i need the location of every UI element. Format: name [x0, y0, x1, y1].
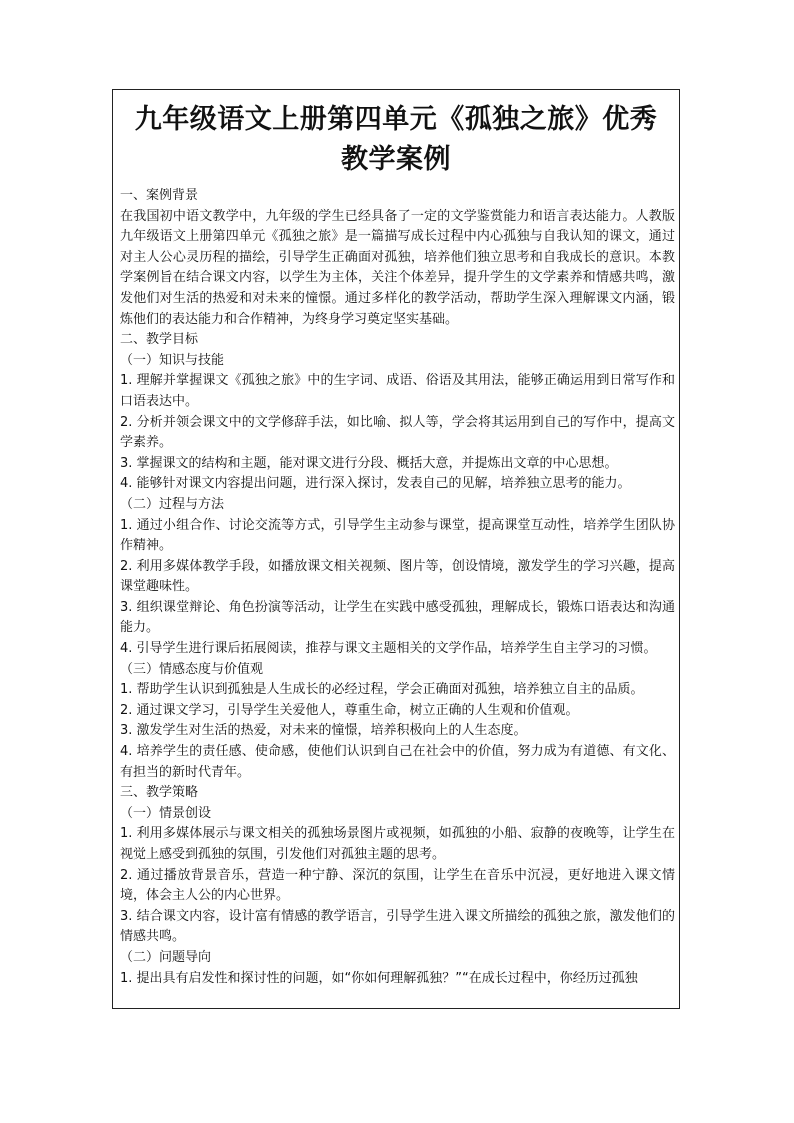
subsection-heading: （一）知识与技能	[120, 352, 225, 368]
section-heading: 一、案例背景	[120, 188, 199, 203]
list-item: 1. 利用多媒体展示与课文相关的孤独场景图片或视频，如孤独的小船、寂静的夜晚等，让学生在视觉上感受到孤独的氛围，引发他们对孤独主题的思考。	[120, 826, 675, 862]
title-line-2: 教学案例	[341, 144, 451, 175]
subsection-heading: （二）问题导向	[120, 949, 212, 965]
section-heading: 二、教学目标	[120, 332, 199, 348]
list-item: 3. 结合课文内容，设计富有情感的教学语言，引导学生进入课文所描绘的孤独之旅，激发他们的情感共鸣。	[120, 908, 675, 945]
subsection-heading: （二）过程与方法	[120, 496, 225, 512]
list-item: 2. 通过播放背景音乐，营造一种宁静、深沉的氛围，让学生在音乐中沉浸，更好地进入课文情境，体会主人公的内心世界。	[120, 867, 675, 904]
subsection-heading: （一）情景创设	[120, 805, 212, 821]
list-item: 4. 引导学生进行课后拓展阅读，推荐与课文主题相关的文学作品，培养学生自主学习的习惯。	[120, 641, 657, 657]
document-frame	[112, 89, 680, 1009]
list-item: 4. 培养学生的责任感、使命感，使他们认识到自己在社会中的价值，努力成为有道德、有文化、有担当的新时代青年。	[120, 744, 675, 780]
list-item: 2. 通过课文学习，引导学生关爱他人，尊重生命，树立正确的人生观和价值观。	[120, 702, 579, 718]
list-item: 4. 能够针对课文内容提出问题，进行深入探讨，发表自己的见解，培养独立思考的能力。	[120, 476, 631, 492]
list-item: 3. 组织课堂辩论、角色扮演等活动，让学生在实践中感受孤独，理解成长，锻炼口语表达和沟通能力。	[120, 599, 675, 636]
list-item: 2. 分析并领会课文中的文学修辞手法，如比喻、拟人等，学会将其运用到自己的写作中，提高文学素养。	[120, 414, 675, 451]
document-title	[117, 100, 675, 180]
title-line-1: 九年级语文上册第四单元《孤独之旅》优秀	[134, 104, 658, 135]
subsection-heading: （三）情感态度与价值观	[120, 661, 264, 677]
list-item: 1. 提出具有启发性和探讨性的问题，如“你如何理解孤独？”“在成长过程中，你经历过孤独	[120, 970, 638, 986]
section-heading: 三、教学策略	[120, 785, 199, 801]
list-item: 3. 掌握课文的结构和主题，能对课文进行分段、概括大意，并提炼出文章的中心思想。	[120, 455, 618, 471]
list-item: 1. 理解并掌握课文《孤独之旅》中的生字词、成语、俗语及其用法，能够正确运用到日常写作和口语表达中。	[120, 373, 675, 409]
list-item: 3. 激发学生对生活的热爱，对未来的憧憬，培养积极向上的人生态度。	[120, 723, 527, 739]
list-item: 1. 通过小组合作、讨论交流等方式，引导学生主动参与课堂，提高课堂互动性，培养学生团队协作精神。	[120, 517, 675, 554]
list-item: 2. 利用多媒体教学手段，如播放课文相关视频、图片等，创设情境，激发学生的学习兴趣，提高课堂趣味性。	[120, 558, 675, 595]
paragraph: 在我国初中语文教学中，九年级的学生已经具备了一定的文学鉴赏能力和语言表达能力。人教版九年级语文上册第四单元《孤独之旅》是一篇描写成长过程中内心孤独与自我认知的课文，通过对主人公心灵历程的描绘，引导学生正确面对孤独，培养他们独立思考和自我成长的意识。本教学案例旨在结合课文内容，以学生为主体，关注个体差异，提升学生的文学素养和情感共鸣，激发他们对生活的热爱和对未来的憧憬。通过多样化的教学活动，帮助学生深入理解课文内涵，锻炼他们的表达能力和合作精神，为终身学习奠定坚实基础。	[120, 208, 675, 327]
list-item: 1. 帮助学生认识到孤独是人生成长的必经过程，学会正确面对孤独，培养独立自主的品质。	[120, 682, 644, 698]
document-body	[113, 186, 679, 989]
